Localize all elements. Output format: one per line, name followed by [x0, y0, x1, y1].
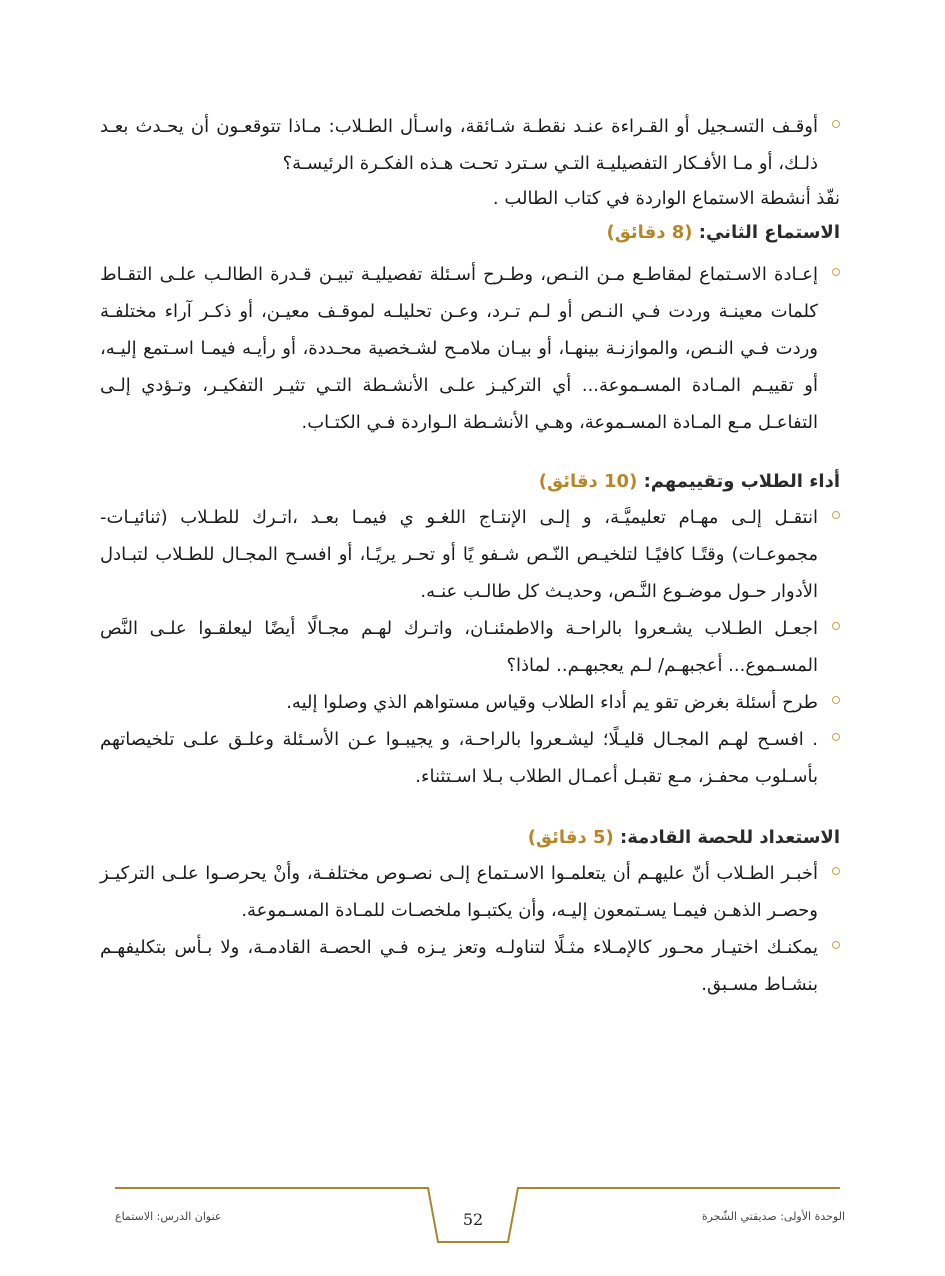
performance-bullet-3: طرح أسئلة بغرض تقو يم أداء الطلاب وقياس مستواهم الذي وصلوا إليه. — [100, 684, 840, 721]
preparation-heading: الاستعداد للحصة القادمة: (5 دقائق) — [527, 827, 840, 848]
performance-bullet-1: انتقـل إلـى مهـام تعليميَّـة، و إلـى الإنتـاج اللغـو ي فيمـا بعـد ،اتـرك للطـلاب (ثنائيـات- مجموعـات) وقتًـا كافيًـا لتلخيـص النّـص شـفو يًا أو تحـر يريًـا، أو افسـح المجـال للطـلاب لتبـادل الأدوار حـول موضـوع النَّـص، وحديـث كل طالـب عنـه. — [100, 499, 840, 610]
page-number: 52 — [462, 1210, 484, 1229]
bullet-circle-icon — [832, 120, 840, 128]
preparation-bullet-1: أخبـر الطـلاب أنّ عليهـم أن يتعلمـوا الاسـتماع إلـى نصـوص مختلفـة، وأنْ يحرصـوا علـى التركيـز وحصـر الذهـن فيمـا يسـتمعون إليـه، وأن يكتبـوا ملخصـات للمـادة المسـموعة. — [100, 855, 840, 929]
performance-heading: أداء الطلاب وتقييمهم: (10 دقائق) — [538, 471, 840, 492]
performance-bullet-2: اجعـل الطـلاب يشـعروا بالراحـة والاطمئنـان، واتـرك لهـم مجـالًا أيضًا ليعلقـوا علـى النَّص المسـموع... أعجبهـم/ لـم يعجبهـم.. لماذا؟ — [100, 610, 840, 684]
bullet-circle-icon — [832, 733, 840, 741]
bullet-circle-icon — [832, 941, 840, 949]
second-listening-time: (8 دقائق) — [606, 222, 693, 243]
preparation-time: (5 دقائق) — [527, 827, 614, 848]
preparation-bullet-2: يمكنـك اختيـار محـور كالإمـلاء مثـلًا لتناولـه وتعز يـزه فـي الحصـة القادمـة، ولا بـأس بتكليفهـم بنشـاط مسـبق. — [100, 929, 840, 1003]
bullet-circle-icon — [832, 696, 840, 704]
intro-instruction: نفّذ أنشطة الاستماع الواردة في كتاب الطالب . — [492, 188, 840, 209]
bullet-circle-icon — [832, 622, 840, 630]
footer-unit-title: الوحدة الأولى: صديقتي الشّجرة — [701, 1210, 845, 1223]
performance-bullet-4: . افسـح لهـم المجـال قليـلًا؛ ليشـعروا بالراحـة، و يجيبـوا عـن الأسـئلة وعلـق علـى تلخيصاتهم بأسـلوب محفـز، مـع تقبـل أعمـال الطلاب بـلا اسـتثناء. — [100, 721, 840, 795]
performance-time: (10 دقائق) — [538, 471, 638, 492]
intro-bullet-1: أوقـف التسـجيل أو القـراءة عنـد نقطـة شـائقة، واسـأل الطـلاب: مـاذا تتوقعـون أن يحـدث بعـد ذلـك، أو مـا الأفـكار التفصيليـة التـي سـترد تحـت هـذه الفكـرة الرئيسـة؟ — [100, 108, 840, 182]
footer-lesson-title: عنوان الدرس: الاستماع — [115, 1210, 222, 1223]
bullet-circle-icon — [832, 511, 840, 519]
second-listening-heading: الاستماع الثاني: (8 دقائق) — [606, 222, 840, 243]
second-listening-bullet-1: إعـادة الاسـتماع لمقاطـع مـن النـص، وطـرح أسـئلة تفصيليـة تبيـن قـدرة الطالـب علـى التقـاط كلمات معينـة وردت فـي النـص أو لـم تـرد، وعـن تحليلـه لموقـف معيـن، أو ذكـر آراء مختلفـة وردت فـي النـص، والموازنـة بينهـا، أو بيـان ملامـح لشـخصية محـددة، أو رأيـه فيمـا اسـتمع إليـه، أو تقييـم المـادة المسـموعة... أي التركيـز علـى الأنشـطة التـي تثيـر التفكيـر، وتـؤدي إلـى التفاعـل مـع المـادة المسـموعة، وهـي الأنشـطة الـواردة فـي الكتـاب. — [100, 256, 840, 441]
bullet-circle-icon — [832, 268, 840, 276]
bullet-circle-icon — [832, 867, 840, 875]
page-content — [100, 108, 840, 1003]
